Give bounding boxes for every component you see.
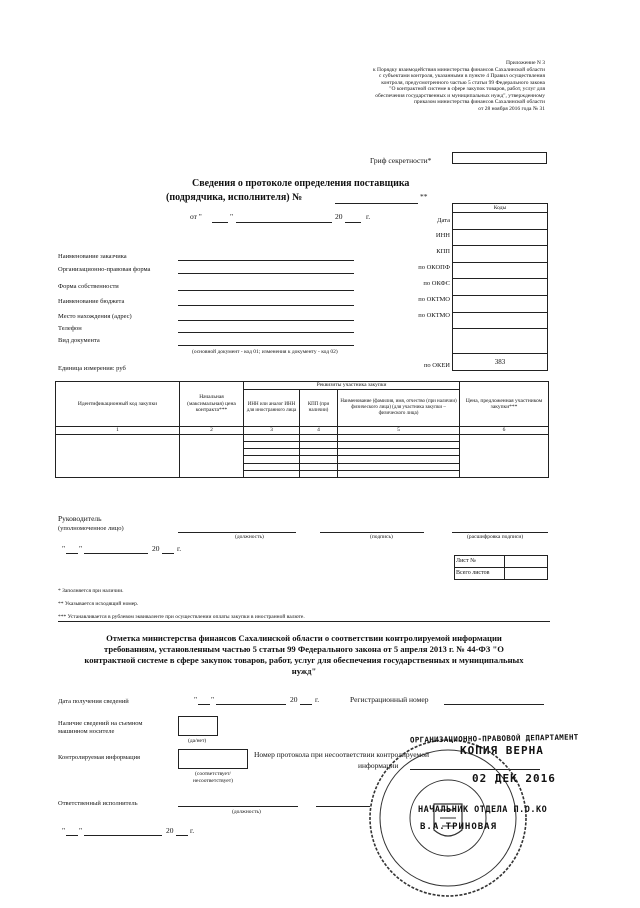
footnote-3: *** Устанавливается в рублевом эквиваленте при осуществлении оплаты закупки в иностранной валюте.: [58, 614, 305, 620]
code-label-okopf: по ОКОПФ: [418, 264, 450, 271]
received-year-g: г.: [315, 695, 320, 704]
head-label: Руководитель: [58, 514, 102, 523]
field-unit: Единица измерения: руб: [58, 365, 126, 372]
field-ownership: Форма собственности: [58, 283, 119, 290]
date-year: 20: [335, 212, 343, 221]
codes-table: [452, 203, 548, 371]
stamp-line1: ОРГАНИЗАЦИОННО-ПРАВОВОЙ ДЕПАРТАМЕНТ: [409, 732, 579, 745]
appendix-line: к Порядку взаимодействия министерства финансов Сахалинской области: [373, 66, 545, 73]
footnote-1: * Заполняется при наличии.: [58, 588, 124, 594]
table-cell[interactable]: [244, 463, 300, 470]
field-customer: Наименование заказчика: [58, 253, 127, 260]
appendix-block: [330, 60, 545, 112]
day-line[interactable]: [212, 222, 228, 223]
title-stars: **: [420, 192, 428, 201]
code-label-kpp: КПП: [436, 248, 450, 255]
col-num-2: 2: [180, 427, 244, 435]
sig-month-line[interactable]: [84, 553, 148, 554]
received-year-line[interactable]: [300, 704, 312, 705]
appendix-line: Приложение N 3: [506, 60, 545, 66]
code-cell-okei: 383: [453, 354, 548, 371]
date-year-g: г.: [366, 212, 371, 221]
title-line2: (подрядчика, исполнителя) №: [166, 192, 303, 203]
col-num-4: 4: [300, 427, 338, 435]
secrecy-label: Гриф секретности*: [370, 156, 432, 165]
ownership-line[interactable]: [178, 290, 354, 291]
sign-caption: (подпись): [370, 534, 393, 540]
exec-year-line[interactable]: [176, 835, 188, 836]
code-cell-okopf[interactable]: [453, 262, 548, 279]
sig-date-q1: ": [62, 544, 66, 553]
table-cell[interactable]: [244, 470, 300, 477]
appendix-line: от 28 ноября 2016 года № 31: [478, 105, 545, 112]
field-doc-type: Вид документа: [58, 337, 100, 344]
phone-line[interactable]: [178, 332, 354, 333]
mark-line: контрактной системе в сфере закупок товаров, работ, услуг для обеспечения государственных и муниципальных: [84, 655, 524, 665]
total-sheets-label: Всего листов: [455, 568, 505, 580]
exec-month-line[interactable]: [84, 835, 162, 836]
table-cell[interactable]: [460, 435, 549, 478]
code-cell-okfs[interactable]: [453, 279, 548, 296]
footnote-2: ** Указывается исходящий номер.: [58, 601, 139, 607]
mark-line: требованиям, установленным частью 5 статьи 99 Федерального закона от 5 апреля 2013 г. № 44-ФЗ "О: [104, 644, 504, 654]
received-q1: ": [194, 695, 198, 704]
col-num-1: 1: [56, 427, 180, 435]
total-sheets-value[interactable]: [505, 568, 548, 580]
received-year: 20: [290, 695, 298, 704]
code-label-oktmo: по ОКТМО: [418, 296, 450, 303]
sig-day-line[interactable]: [66, 553, 78, 554]
col-header-6: Цена, предложенная участником закупки***: [460, 382, 549, 427]
position-caption: (должность): [235, 534, 264, 540]
appendix-line: "О контрактной системе в сфере закупок товаров, работ, услуг для: [389, 86, 545, 92]
location-line[interactable]: [178, 320, 354, 321]
exec-year-g: г.: [190, 826, 195, 835]
col-header-4: КПП (при наличии): [300, 390, 338, 427]
reg-number-label: Регистрационный номер: [350, 695, 429, 704]
table-cell[interactable]: [338, 442, 460, 449]
doc-type-line[interactable]: [178, 345, 354, 346]
month-line[interactable]: [236, 222, 332, 223]
code-cell-doc[interactable]: [453, 329, 548, 354]
position-line[interactable]: [178, 532, 296, 533]
code-cell-date[interactable]: [453, 213, 548, 230]
participants-table: [55, 381, 549, 478]
code-label-inn: ИНН: [435, 232, 450, 239]
code-label-okei: по ОКЕИ: [423, 362, 450, 369]
appendix-line: контроля, предусмотренного частью 5 статьи 99 Федерального закона: [381, 79, 545, 86]
media-label: Наличие сведений на съемном машинном носителе: [58, 720, 143, 735]
exec-q1: ": [62, 826, 66, 835]
table-cell[interactable]: [180, 435, 244, 478]
table-cell[interactable]: [244, 449, 300, 456]
col-num-6: 6: [460, 427, 549, 435]
sheet-label: Лист №: [455, 556, 505, 568]
table-row: [56, 435, 549, 442]
doc-type-note: (основной документ - код 01; изменения к документу - код 02): [192, 349, 338, 355]
executor-position-line[interactable]: [178, 806, 298, 807]
stamp-line2: КОПИЯ ВЕРНА: [460, 744, 544, 757]
year-line[interactable]: [345, 222, 361, 223]
decode-caption: (расшифровка подписи): [467, 534, 524, 540]
table-cell[interactable]: [338, 435, 460, 442]
sign-line[interactable]: [320, 532, 424, 533]
col-num-5: 5: [338, 427, 460, 435]
sig-year: 20: [152, 544, 160, 553]
appendix-line: обеспечения государственных и муниципальных нужд", утвержденному: [375, 92, 545, 99]
exec-q2: ": [79, 826, 83, 835]
stamp-line4: В.А.ТРИНОВАЯ: [420, 822, 498, 832]
table-cell[interactable]: [338, 470, 460, 477]
field-legal-form: Организационно-правовая форма: [58, 266, 151, 273]
col-num-3: 3: [244, 427, 300, 435]
controlled-caption: (соответствует/ несоответствует): [193, 771, 233, 784]
media-box[interactable]: [178, 716, 218, 736]
executor-caption: (должность): [232, 809, 261, 815]
table-cell[interactable]: [244, 456, 300, 463]
sheets-table: [454, 555, 548, 580]
sheet-value[interactable]: [505, 556, 548, 568]
controlled-label: Контролируемая информация: [58, 754, 141, 761]
appendix-line: с субъектами контроля, указанными в пункте 4 Правил осуществления: [378, 73, 545, 79]
table-cell[interactable]: [244, 442, 300, 449]
legal-form-line[interactable]: [178, 273, 354, 274]
date-quote: ": [230, 212, 234, 221]
code-cell-oktmo[interactable]: [453, 295, 548, 312]
table-cell[interactable]: [300, 470, 338, 477]
media-caption: (да/нет): [188, 738, 207, 744]
table-cell[interactable]: [338, 456, 460, 463]
table-cell[interactable]: [300, 456, 338, 463]
field-phone: Телефон: [58, 325, 82, 332]
executor-label: Ответственный исполнитель: [58, 800, 138, 807]
table-cell[interactable]: [244, 435, 300, 442]
code-label-okfs: по ОКФС: [423, 280, 450, 287]
table-cell[interactable]: [338, 463, 460, 470]
stamp-date: 02 ДЕК 2016: [472, 772, 556, 785]
title-line1: Сведения о протоколе определения поставщика: [192, 178, 410, 189]
code-label-oktmo-2: по ОКТМО: [418, 312, 450, 319]
reg-number-line[interactable]: [444, 704, 544, 705]
code-label-date: Дата: [437, 217, 450, 224]
mark-line: нужд": [291, 666, 317, 676]
stamp-line3: НАЧАЛЬНИК ОТДЕЛА П.О.КО: [418, 805, 548, 815]
customer-line[interactable]: [178, 260, 354, 261]
table-cell[interactable]: [300, 442, 338, 449]
budget-line[interactable]: [178, 305, 354, 306]
codes-header: Коды: [453, 204, 548, 213]
col-header-1: Идентификационный код закупки: [56, 382, 180, 427]
decode-line[interactable]: [452, 532, 548, 533]
received-day-line[interactable]: [198, 704, 210, 705]
table-cell[interactable]: [300, 449, 338, 456]
sig-year-g: г.: [177, 544, 182, 553]
date-from: от ": [190, 212, 202, 221]
col-header-5: Наименование (фамилия, имя, отчество (при наличии) физического лица) (для участника закупки – физического лица): [338, 390, 460, 427]
code-cell-kpp[interactable]: [453, 246, 548, 263]
footnote-divider: [58, 621, 550, 622]
table-cell[interactable]: [300, 463, 338, 470]
protocol-label: Номер протокола при несоответствии контролируемой: [254, 750, 430, 759]
controlled-box[interactable]: [178, 749, 248, 769]
protocol-number-line[interactable]: [335, 203, 418, 204]
code-cell-inn[interactable]: [453, 229, 548, 246]
field-location: Место нахождения (адрес): [58, 313, 132, 320]
table-cell[interactable]: [300, 435, 338, 442]
col-header-2: Начальная (максимальная) цена контракта***: [180, 382, 244, 427]
field-budget: Наименование бюджета: [58, 298, 125, 305]
mark-line: Отметка министерства финансов Сахалинской области о соответствии контролируемой информации: [106, 633, 502, 643]
code-cell-oktmo-2[interactable]: [453, 312, 548, 329]
exec-year: 20: [166, 826, 174, 835]
received-month-line[interactable]: [216, 704, 286, 705]
table-cell[interactable]: [56, 435, 180, 478]
secrecy-box[interactable]: [452, 152, 547, 164]
mark-title: [56, 633, 552, 677]
sig-date-q2: ": [79, 544, 83, 553]
participant-header: Реквизиты участника закупки: [244, 382, 460, 390]
head-label-2: (уполномоченное лицо): [58, 525, 124, 532]
table-cell[interactable]: [338, 449, 460, 456]
col-header-3: ИНН или аналог ИНН для иностранного лица: [244, 390, 300, 427]
appendix-line: приказом министерства финансов Сахалинской области: [413, 99, 545, 105]
sig-year-line[interactable]: [162, 553, 174, 554]
received-date-label: Дата получения сведений: [58, 698, 129, 705]
received-q2: ": [211, 695, 215, 704]
protocol-label-2: информации: [358, 761, 399, 770]
exec-day-line[interactable]: [66, 835, 78, 836]
